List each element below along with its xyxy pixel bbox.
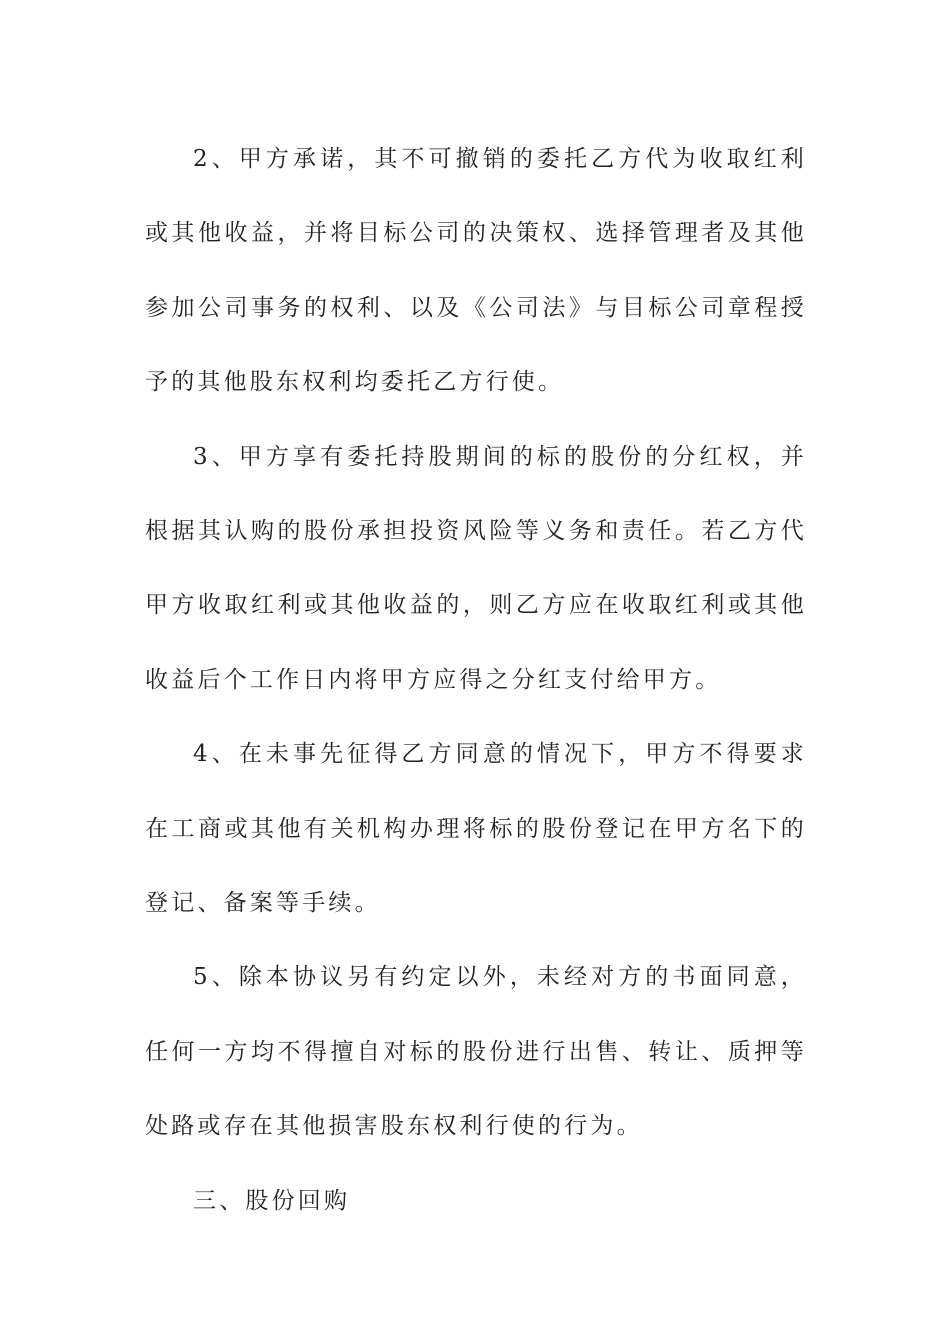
clause-3-paragraph: 3、甲方享有委托持股期间的标的股份的分红权，并根据其认购的股份承担投资风险等义务和责任。若乙方代甲方收取红利或其他收益的，则乙方应在收取红利或其他收益后个工作日内将甲方应得之分红支付给甲方。 [145,443,807,693]
section-heading-share-buyback: 三、股份回购 [193,1187,351,1214]
clause-4-paragraph: 4、在未事先征得乙方同意的情况下，甲方不得要求在工商或其他有关机构办理将标的股份登记在甲方名下的登记、备案等手续。 [145,741,807,917]
clause-2-paragraph: 2、甲方承诺，其不可撤销的委托乙方代为收取红利或其他收益，并将目标公司的决策权、选择管理者及其他参加公司事务的权利、以及《公司法》与目标公司章程授予的其他股东权利均委托乙方行使。 [145,146,807,396]
document-body [145,122,807,1238]
clause-5-paragraph: 5、除本协议另有约定以外，未经对方的书面同意，任何一方均不得擅自对标的股份进行出售、转让、质押等处路或存在其他损害股东权利行使的行为。 [145,964,807,1140]
